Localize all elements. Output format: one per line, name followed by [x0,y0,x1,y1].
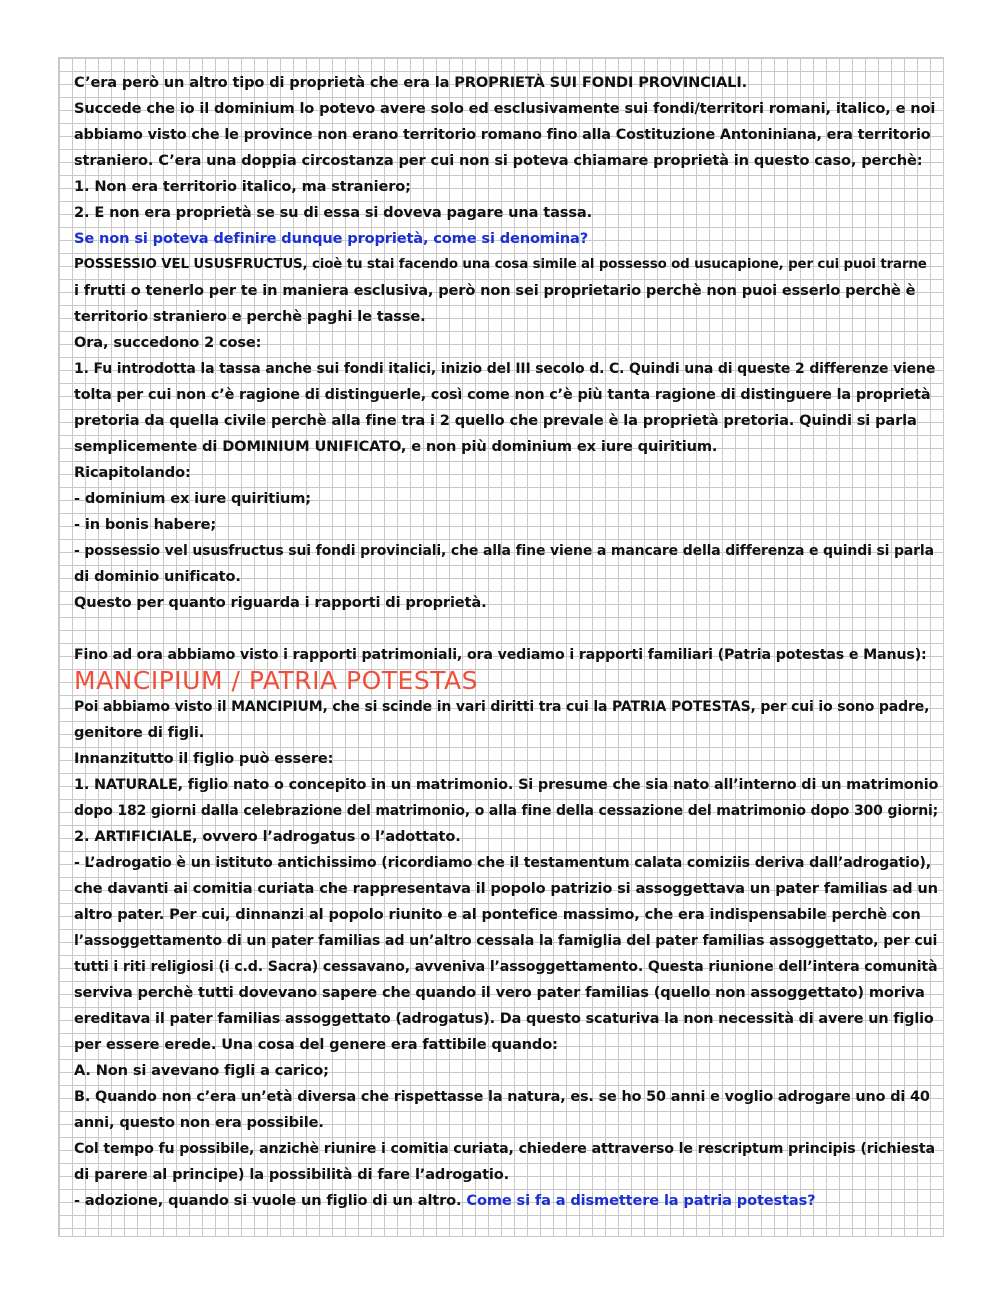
note-text: Poi abbiamo visto il MANCIPIUM, che si scinde in vari diritti tra cui la PATRIA POTESTAS, per cui io sono padre, [74,699,930,715]
note-line [74,850,938,876]
note-text: tolta per cui non c’è ragione di distinguerle, così come non c’è più tanta ragione di distinguere la proprietà [74,387,931,403]
note-text: Succede che io il dominium lo potevo avere solo ed esclusivamente sui fondi/territori romani, italico, e noi [74,100,936,117]
note-text: Se non si poteva definire dunque proprietà, come si denomina? [74,230,589,247]
note-line [74,876,938,902]
note-text: di dominio unificato. [74,568,241,585]
note-text: ereditava il pater familias assoggettato (adrogatus). Da questo scaturiva la non necessità di avere un figlio [74,1011,934,1027]
note-text: serviva perchè tutti dovevano sapere che quando il vero pater familias (quello non assoggettato) moriva [74,984,925,1001]
note-line [74,642,938,668]
note-line [74,304,938,330]
note-line [74,200,938,226]
note-text: genitore di figli. [74,724,205,741]
note-text: B. Quando non c’era un’età diversa che rispettasse la natura, es. se ho 50 anni e voglio adrogare uno di 40 [74,1089,930,1105]
note-text: semplicemente di DOMINIUM UNIFICATO, e non più dominium ex iure quiritium. [74,438,718,455]
note-text: 1. Non era territorio italico, ma straniero; [74,178,411,195]
note-text: C’era però un altro tipo di proprietà che era la PROPRIETÀ SUI FONDI PROVINCIALI. [74,74,748,91]
note-text: i frutti o tenerlo per te in maniera esclusiva, però non sei proprietario perchè non puoi esserlo perchè è [74,282,916,299]
note-text: 2. ARTIFICIALE, ovvero l’adrogatus o l’adottato. [74,828,461,845]
note-text: abbiamo visto che le province non erano territorio romano fino alla Costituzione Antoniniana, era territorio [74,127,931,143]
note-line [74,798,938,824]
note-text: altro pater. Per cui, dinnanzi al popolo riunito e al pontefice massimo, che era indispensabile perchè con [74,906,921,923]
note-text: - dominium ex iure quiritium; [74,490,311,507]
note-text: Ora, succedono 2 cose: [74,334,262,351]
note-text: MANCIPIUM / PATRIA POTESTAS [74,666,479,695]
note-text: Col tempo fu possibile, anzichè riunire i comitia curiata, chiedere attraverso le rescriptum principis (richiesta [74,1141,935,1157]
note-text: - in bonis habere; [74,516,217,533]
note-text: - adozione, quando si vuole un figlio di un altro. [74,1192,462,1209]
note-line [74,746,938,772]
note-text: per essere erede. Una cosa del genere era fattibile quando: [74,1036,558,1053]
note-line [74,382,938,408]
note-line [74,1006,938,1032]
note-text: Fino ad ora abbiamo visto i rapporti patrimoniali, ora vediamo i rapporti familiari (Patria potestas e Manus): [74,647,927,663]
note-line [74,1162,938,1188]
note-text: 2. E non era proprietà se su di essa si doveva pagare una tassa. [74,204,592,221]
note-text: A. Non si avevano figli a carico; [74,1062,329,1079]
note-line [74,1110,938,1136]
note-line [74,278,938,304]
note-line [74,96,938,122]
note-line [74,1032,938,1058]
question-text: Come si fa a dismettere la patria potestas? [466,1192,816,1209]
note-line [74,434,938,460]
note-line [74,590,938,616]
note-text: territorio straniero e perchè paghi le tasse. [74,308,426,325]
note-text: Ricapitolando: [74,464,191,481]
note-line [74,1084,938,1110]
note-line [74,694,938,720]
note-line [74,174,938,200]
note-line [74,720,938,746]
note-line [74,70,938,96]
note-line [74,460,938,486]
note-line [74,122,938,148]
note-text: - L’adrogatio è un istituto antichissimo (ricordiamo che il testamentum calata comiziis deriva dall’adrogatio), [74,855,932,871]
note-line [74,330,938,356]
note-text: Innanzitutto il figlio può essere: [74,750,334,767]
note-text: che davanti ai comitia curiata che rappresentava il popolo patrizio si assoggettava un pater familias ad un [74,880,938,897]
note-line [74,538,938,564]
note-line [74,408,938,434]
note-text: Questo per quanto riguarda i rapporti di proprietà. [74,594,487,611]
note-line [74,356,938,382]
note-text: - possessio vel ususfructus sui fondi provinciali, che alla fine viene a mancare della differenza e quindi si parla [74,543,934,559]
note-text: pretoria da quella civile perchè alla fine tra i 2 quello che prevale è la proprietà pretoria. Quindi si parla [74,412,917,429]
blank-line [74,616,938,642]
note-text: POSSESSIO VEL USUSFRUCTUS, cioè tu stai facendo una cosa simile al possesso od usucapione, per cui puoi trarne [74,257,927,272]
note-line [74,486,938,512]
note-line [74,1058,938,1084]
note-line [74,1188,938,1214]
note-text: dopo 182 giorni dalla celebrazione del matrimonio, o alla fine della cessazione del matrimonio dopo 300 giorni; [74,803,939,819]
note-text: l’assoggettamento di un pater familias ad un’altro cessala la famiglia del pater familias assoggettato, per cui [74,933,938,949]
note-text: di parere al principe) la possibilità di fare l’adrogatio. [74,1166,510,1183]
note-text: 1. NATURALE, figlio nato o concepito in un matrimonio. Si presume che sia nato all’interno di un matrimonio [74,777,939,793]
note-line [74,564,938,590]
note-text: anni, questo non era possibile. [74,1114,324,1131]
note-text: 1. Fu introdotta la tassa anche sui fondi italici, inizio del III secolo d. C. Quindi una di queste 2 differenze viene [74,361,936,377]
question-line [74,226,938,252]
note-line [74,928,938,954]
note-line [74,824,938,850]
note-line [74,1136,938,1162]
note-line [74,148,938,174]
note-line [74,980,938,1006]
note-line [74,954,938,980]
section-heading [74,668,938,694]
note-text: straniero. C’era una doppia circostanza per cui non si poteva chiamare proprietà in questo caso, perchè: [74,152,923,169]
note-line [74,772,938,798]
note-line [74,902,938,928]
note-text: tutti i riti religiosi (i c.d. Sacra) cessavano, avveniva l’assoggettamento. Questa riunione dell’intera comunità [74,959,938,975]
note-line [74,512,938,538]
note-line [74,252,938,278]
handwritten-notes [74,70,938,1214]
